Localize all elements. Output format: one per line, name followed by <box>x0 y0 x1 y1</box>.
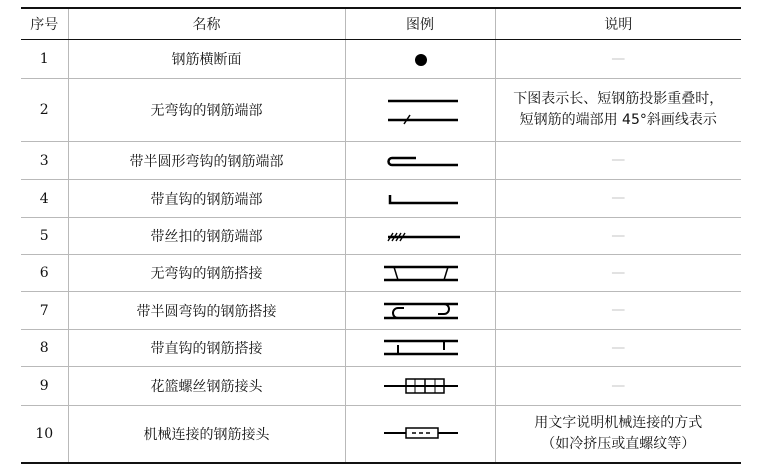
row-note <box>495 180 741 218</box>
note-line-2: （如冷挤压或直螺纹等） <box>541 436 696 452</box>
turnbuckle-joint-icon <box>346 367 496 405</box>
rebar-end-semicircle-hook-icon <box>346 142 496 179</box>
table-row <box>21 255 741 292</box>
row-name: 无弯钩的钢筋搭接 <box>68 255 345 292</box>
note-dash: — <box>611 264 626 281</box>
row-name: 花篮螺丝钢筋接头 <box>68 367 345 406</box>
row-figure <box>345 292 495 330</box>
table-row <box>21 292 741 330</box>
table-row <box>21 406 741 464</box>
note-line-1: 用文字说明机械连接的方式 <box>534 415 703 431</box>
row-name: 机械连接的钢筋接头 <box>68 406 345 464</box>
mechanical-joint-icon <box>346 406 496 462</box>
row-figure <box>345 330 495 367</box>
row-no: 6 <box>21 255 68 292</box>
rebar-end-straight-hook-icon <box>346 180 496 217</box>
row-name: 无弯钩的钢筋端部 <box>68 79 345 142</box>
row-note <box>495 330 741 367</box>
table-row <box>21 330 741 367</box>
row-no: 10 <box>21 406 68 464</box>
row-no: 7 <box>21 292 68 330</box>
row-name: 带丝扣的钢筋端部 <box>68 218 345 255</box>
rebar-end-threaded-icon <box>346 218 496 254</box>
row-name: 带半圆形弯钩的钢筋端部 <box>68 142 345 180</box>
table-row <box>21 40 741 79</box>
row-no: 3 <box>21 142 68 180</box>
row-no: 5 <box>21 218 68 255</box>
header-name: 名称 <box>68 8 345 40</box>
row-no: 9 <box>21 367 68 406</box>
note-line-2: 短钢筋的端部用 45°斜画线表示 <box>519 112 717 128</box>
row-figure <box>345 406 495 464</box>
row-note <box>495 79 741 142</box>
note-dash: — <box>611 190 626 206</box>
row-figure <box>345 142 495 180</box>
row-figure <box>345 255 495 292</box>
row-no: 8 <box>21 330 68 367</box>
row-no: 2 <box>21 79 68 142</box>
row-figure <box>345 180 495 218</box>
table-row <box>21 180 741 218</box>
row-name: 带半圆弯钩的钢筋搭接 <box>68 292 345 330</box>
rebar-symbol-table <box>21 7 741 464</box>
row-no: 1 <box>21 40 68 79</box>
rebar-cross-section-icon <box>346 40 496 78</box>
header-row <box>21 8 741 40</box>
row-no: 4 <box>21 180 68 218</box>
row-note <box>495 367 741 406</box>
row-figure <box>345 40 495 79</box>
table-row <box>21 142 741 180</box>
table-row <box>21 218 741 255</box>
row-note <box>495 142 741 180</box>
row-name: 带直钩的钢筋搭接 <box>68 330 345 367</box>
rebar-lap-straight-hook-icon <box>346 330 496 366</box>
row-name: 带直钩的钢筋端部 <box>68 180 345 218</box>
row-note <box>495 255 741 292</box>
header-note: 说明 <box>495 8 741 40</box>
note-dash: — <box>611 339 626 356</box>
rebar-lap-no-hook-icon <box>346 255 496 291</box>
header-no: 序号 <box>21 8 68 40</box>
note-dash: — <box>611 152 626 168</box>
rebar-end-no-hook-icon <box>346 79 496 141</box>
row-figure <box>345 79 495 142</box>
note-dash: — <box>611 50 626 67</box>
header-figure: 图例 <box>345 8 495 40</box>
rebar-lap-semicircle-hook-icon <box>346 292 496 329</box>
note-line-1: 下图表示长、短钢筋投影重叠时， <box>513 91 724 107</box>
row-note <box>495 218 741 255</box>
note-dash: — <box>611 302 626 318</box>
row-figure <box>345 367 495 406</box>
row-figure <box>345 218 495 255</box>
note-dash: — <box>611 227 626 244</box>
note-dash: — <box>611 377 626 394</box>
table-row <box>21 79 741 142</box>
table-row <box>21 367 741 406</box>
row-note <box>495 406 741 464</box>
row-name: 钢筋横断面 <box>68 40 345 79</box>
row-note <box>495 40 741 79</box>
row-note <box>495 292 741 330</box>
